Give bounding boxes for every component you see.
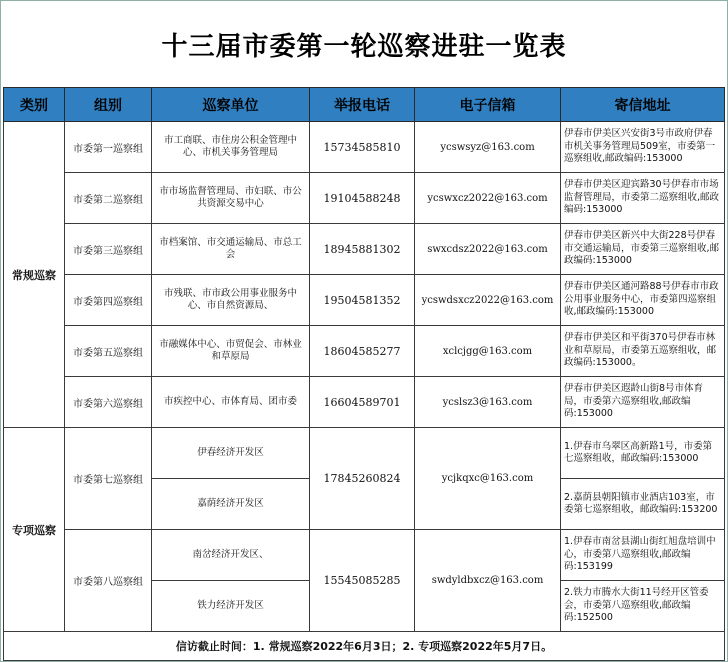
unit-cell: 市工商联、市住房公积金管理中心、市机关事务管理局 (152, 122, 310, 173)
unit-cell: 市档案馆、市交通运输局、市总工会 (152, 224, 310, 275)
col-header-unit: 巡察单位 (152, 88, 310, 122)
address-cell: 伊春市伊美区新兴中大街228号伊春市交通运输局，市委第三巡察组收,邮政编码:153000 (561, 224, 725, 275)
address-cell: 伊春市伊美区通河路88号伊春市市政公用事业服务中心，市委第四巡察组收,邮政编码:153000 (561, 275, 725, 326)
unit-cell: 市市场监督管理局、市妇联、市公共资源交易中心 (152, 173, 310, 224)
address-cell: 伊春市伊美区遐龄山街8号市体育局，市委第六巡察组收,邮政编码:153000 (561, 377, 725, 428)
unit-cell: 伊春经济开发区 (152, 428, 310, 479)
table-row (4, 122, 725, 173)
inspection-table (3, 87, 725, 661)
unit-cell: 市残联、市市政公用事业服务中心、市自然资源局、 (152, 275, 310, 326)
table-row (4, 428, 725, 479)
email-cell: ycslsz3@163.com (415, 377, 561, 428)
unit-cell: 市融媒体中心、市贸促会、市林业和草原局 (152, 326, 310, 377)
group-cell: 市委第三巡察组 (65, 224, 152, 275)
address-cell: 伊春市伊美区兴安街3号市政府伊春市机关事务管理局509室，市委第一巡察组收,邮政编码:153000 (561, 122, 725, 173)
phone-cell: 19504581352 (310, 275, 415, 326)
email-cell: ycjkqxc@163.com (415, 428, 561, 530)
group-cell: 市委第四巡察组 (65, 275, 152, 326)
address-cell: 1.伊春市南岔县湖山街红旭盘培训中心，市委第八巡察组收,邮政编码:153199 (561, 530, 725, 581)
phone-cell: 17845260824 (310, 428, 415, 530)
footer-row (4, 632, 725, 661)
address-cell: 2.铁力市腾水大街11号经开区管委会，市委第八巡察组收,邮政编码:152500 (561, 581, 725, 632)
table-row (4, 377, 725, 428)
unit-cell: 铁力经济开发区 (152, 581, 310, 632)
phone-cell: 15545085285 (310, 530, 415, 632)
group-cell: 市委第一巡察组 (65, 122, 152, 173)
address-cell: 2.嘉荫县朝阳镇市业酒店103室，市委第七巡察组收，邮政编码:153200 (561, 479, 725, 530)
deadline-note: 信访截止时间：1. 常规巡察2022年6月3日；2. 专项巡察2022年5月7日。 (4, 632, 725, 661)
phone-cell: 18604585277 (310, 326, 415, 377)
col-header-address: 寄信地址 (561, 88, 725, 122)
email-cell: ycswdsxcz2022@163.com (415, 275, 561, 326)
unit-cell: 市疾控中心、市体育局、团市委 (152, 377, 310, 428)
col-header-email: 电子信箱 (415, 88, 561, 122)
table-row (4, 275, 725, 326)
col-header-phone: 举报电话 (310, 88, 415, 122)
category-regular: 常规巡察 (4, 122, 65, 428)
table-row (4, 326, 725, 377)
email-cell: ycswxcz2022@163.com (415, 173, 561, 224)
email-cell: swxcdsz2022@163.com (415, 224, 561, 275)
address-cell: 伊春市伊美区和平街370号伊春市林业和草原局，市委第五巡察组收，邮政编码:153000。 (561, 326, 725, 377)
group-cell: 市委第五巡察组 (65, 326, 152, 377)
group-cell: 市委第二巡察组 (65, 173, 152, 224)
email-cell: swdyldbxcz@163.com (415, 530, 561, 632)
address-cell: 1.伊春市乌翠区高新路1号，市委第七巡察组收，邮政编码:153000 (561, 428, 725, 479)
phone-cell: 15734585810 (310, 122, 415, 173)
table-row (4, 173, 725, 224)
address-cell: 伊春市伊美区迎宾路30号伊春市市场监督管理局，市委第二巡察组收,邮政编码:153000 (561, 173, 725, 224)
group-cell: 市委第六巡察组 (65, 377, 152, 428)
unit-cell: 嘉荫经济开发区 (152, 479, 310, 530)
col-header-group: 组别 (65, 88, 152, 122)
page-title: 十三届市委第一轮巡察进驻一览表 (161, 31, 567, 62)
col-header-type: 类别 (4, 88, 65, 122)
group-cell: 市委第八巡察组 (65, 530, 152, 632)
phone-cell: 19104588248 (310, 173, 415, 224)
group-cell: 市委第七巡察组 (65, 428, 152, 530)
table-row (4, 530, 725, 581)
header-row (4, 88, 725, 122)
phone-cell: 16604589701 (310, 377, 415, 428)
unit-cell: 南岔经济开发区、 (152, 530, 310, 581)
table-row (4, 224, 725, 275)
phone-cell: 18945881302 (310, 224, 415, 275)
email-cell: xclcjgg@163.com (415, 326, 561, 377)
category-special: 专项巡察 (4, 428, 65, 632)
email-cell: ycswsyz@163.com (415, 122, 561, 173)
